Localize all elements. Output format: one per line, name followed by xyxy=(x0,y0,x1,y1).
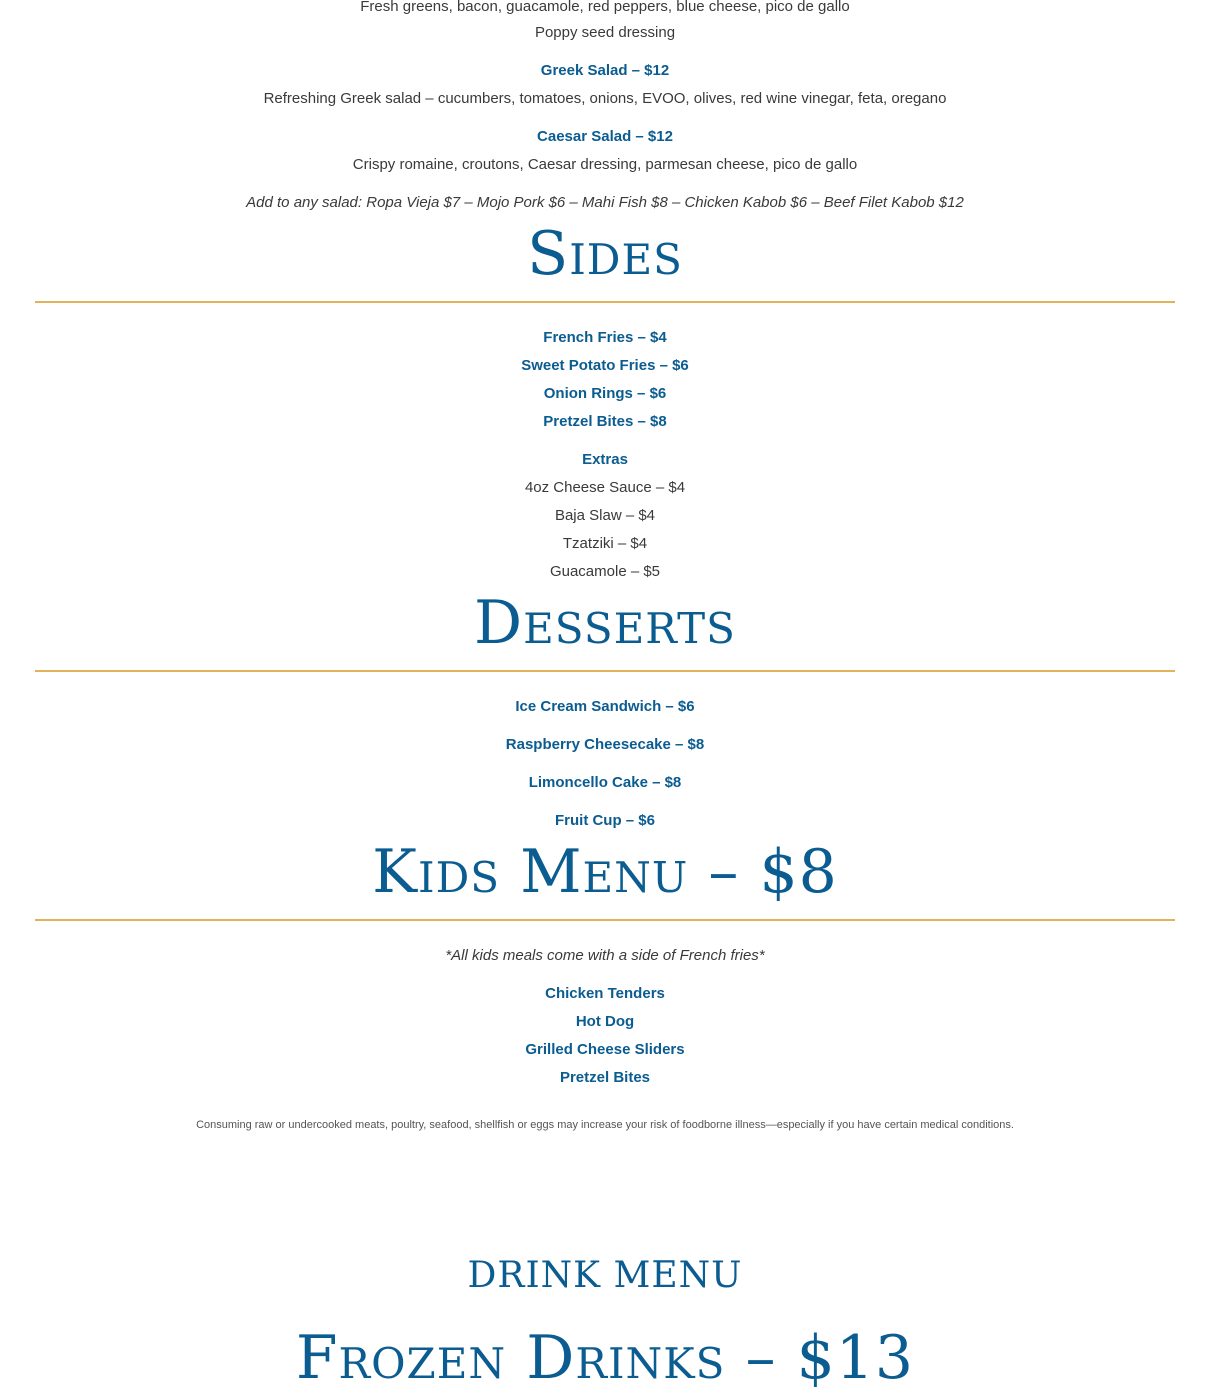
extra-item: Tzatziki – $4 xyxy=(562,535,648,552)
menu-item: Pretzel Bites xyxy=(559,1069,651,1086)
drink-menu-title: DRINK MENU xyxy=(467,1255,743,1296)
extra-item: Guacamole – $5 xyxy=(549,563,661,580)
menu-item: Limoncello Cake – $8 xyxy=(528,774,682,791)
section-divider xyxy=(35,670,1175,672)
section-divider xyxy=(35,301,1175,303)
extra-item: Baja Slaw – $4 xyxy=(554,507,656,524)
kids-note: *All kids meals come with a side of French fries* xyxy=(445,947,765,964)
menu-item: Hot Dog xyxy=(575,1013,635,1030)
menu-item-description: Refreshing Greek salad – cucumbers, tomatoes, onions, EVOO, olives, red wine vinegar, feta, oregano xyxy=(263,90,947,107)
menu-item: Onion Rings – $6 xyxy=(543,385,667,402)
menu-item: Sweet Potato Fries – $6 xyxy=(521,357,689,374)
menu-item: Raspberry Cheesecake – $8 xyxy=(505,736,705,753)
menu-item: Grilled Cheese Sliders xyxy=(525,1041,685,1058)
menu-item: French Fries – $4 xyxy=(543,329,667,346)
menu-item: Pretzel Bites – $8 xyxy=(543,413,667,430)
menu-item: Chicken Tenders xyxy=(545,985,665,1002)
menu-item: Ice Cream Sandwich – $6 xyxy=(515,698,695,715)
food-safety-disclaimer: Consuming raw or undercooked meats, poultry, seafood, shellfish or eggs may increase your risk of foodborne illness—especially if you have certain medical conditions. xyxy=(196,1119,1014,1131)
menu-item-description: Crispy romaine, croutons, Caesar dressing, parmesan cheese, pico de gallo xyxy=(352,156,858,173)
salad-dressing: Poppy seed dressing xyxy=(534,24,676,41)
salad-description: Fresh greens, bacon, guacamole, red peppers, blue cheese, pico de gallo xyxy=(360,0,850,15)
menu-item: Fruit Cup – $6 xyxy=(554,812,655,829)
section-title-sides: Sides xyxy=(527,219,683,289)
menu-item-greek-salad: Greek Salad – $12 xyxy=(540,62,670,79)
extra-item: 4oz Cheese Sauce – $4 xyxy=(524,479,686,496)
salad-addons: Add to any salad: Ropa Vieja $7 – Mojo Pork $6 – Mahi Fish $8 – Chicken Kabob $6 – Beef Filet Kabob $12 xyxy=(246,194,964,211)
section-divider xyxy=(35,919,1175,921)
menu-item-caesar-salad: Caesar Salad – $12 xyxy=(537,128,673,145)
section-title-kids-menu: Kids Menu – $8 xyxy=(372,837,838,907)
section-title-frozen-drinks: Frozen Drinks – $13 xyxy=(295,1323,915,1393)
extras-title: Extras xyxy=(582,451,628,468)
section-title-desserts: Desserts xyxy=(474,588,736,658)
